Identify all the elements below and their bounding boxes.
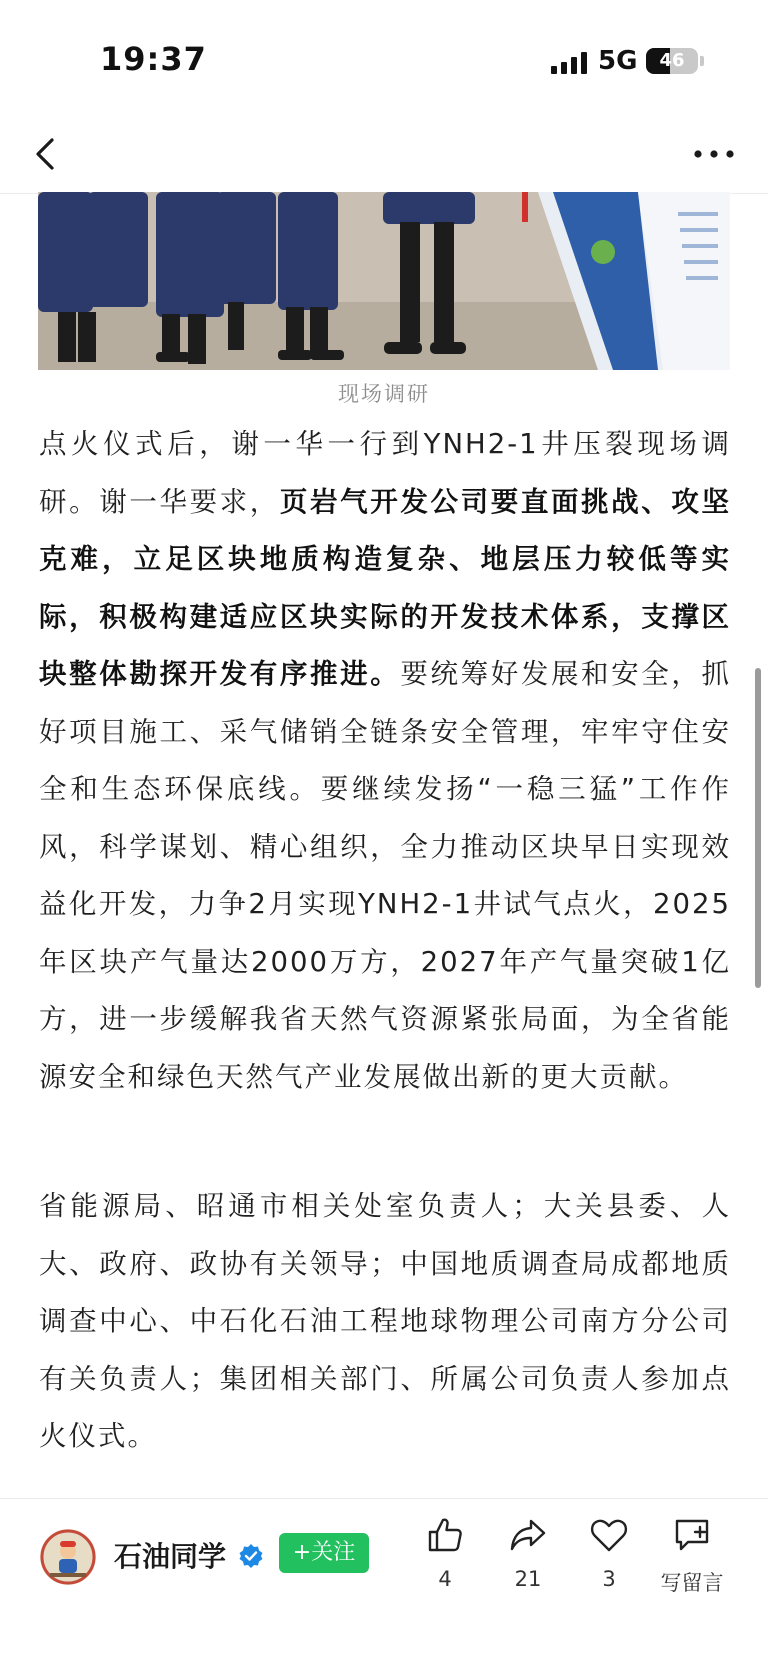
share-button[interactable] (483, 1515, 573, 1591)
author-avatar[interactable] (40, 1529, 96, 1585)
paragraph-bold-text: 页岩气开发公司要直面挑战、攻坚克难，立足区块地质构造复杂、地层压力较低等实际，积极构建适应区块实际的开发技术体系，支撑区块整体勘探开发有序推进。 (39, 485, 732, 690)
like-button[interactable] (400, 1515, 490, 1591)
author-name[interactable]: 石油同学 (114, 1540, 227, 1573)
comment-button[interactable] (647, 1515, 737, 1597)
article-paragraph-2: 省能源局、昭通市相关处室负责人；大关县委、人大、政府、政协有关领导；中国地质调查局成都地质调查中心、中石化石油工程地球物理公司南方分公司有关负责人；集团相关部门、所属公司负责人参加点火仪式。 (39, 1190, 731, 1452)
comment-label: 写留言 (660, 1571, 724, 1595)
battery-level: 46 (659, 50, 685, 71)
follow-button[interactable]: +关注 (279, 1533, 369, 1573)
share-count: 21 (514, 1567, 542, 1591)
status-time: 19:37 (100, 40, 207, 78)
paragraph-text: 点火仪式后，谢一华一行到YNH2-1井压裂现场调研。谢一华要求， (39, 428, 731, 518)
comment-icon (672, 1515, 712, 1555)
like-count: 4 (438, 1567, 452, 1591)
network-label: 5G (598, 46, 638, 76)
status-bar (0, 0, 768, 118)
chevron-left-icon[interactable] (26, 132, 66, 176)
favorite-count: 3 (602, 1567, 616, 1591)
battery-cap (700, 56, 704, 66)
bottom-action-bar (0, 1498, 768, 1670)
heart-icon (589, 1515, 629, 1555)
favorite-button[interactable] (564, 1515, 654, 1591)
article-paragraph-1 (39, 416, 731, 1106)
scrollbar-thumb[interactable] (755, 668, 761, 988)
battery-icon (646, 48, 698, 74)
more-horizontal-icon[interactable] (692, 144, 736, 164)
share-arrow-icon (508, 1515, 548, 1555)
signal-icon (551, 52, 587, 74)
paragraph-text: 要统筹好发展和安全，抓好项目施工、采气储销全链条安全管理，牢牢守住安全和生态环保底线。要继续发扬“一稳三猛”工作作风，科学谋划、精心组织，全力推动区块早日实现效益化开发，力争2月实现YNH2-1井试气点火，2025年区块产气量达2000万方，2027年产气量突破1亿方，进一步缓解我省天然气资源紧张局面，为全省能源安全和绿色天然气产业发展做出新的更大贡献。 (39, 658, 732, 1093)
image-caption: 现场调研 (338, 382, 430, 406)
thumbs-up-icon (425, 1515, 465, 1555)
article-photo (38, 192, 730, 370)
verified-badge-icon (238, 1543, 264, 1569)
nav-bar (0, 118, 768, 194)
